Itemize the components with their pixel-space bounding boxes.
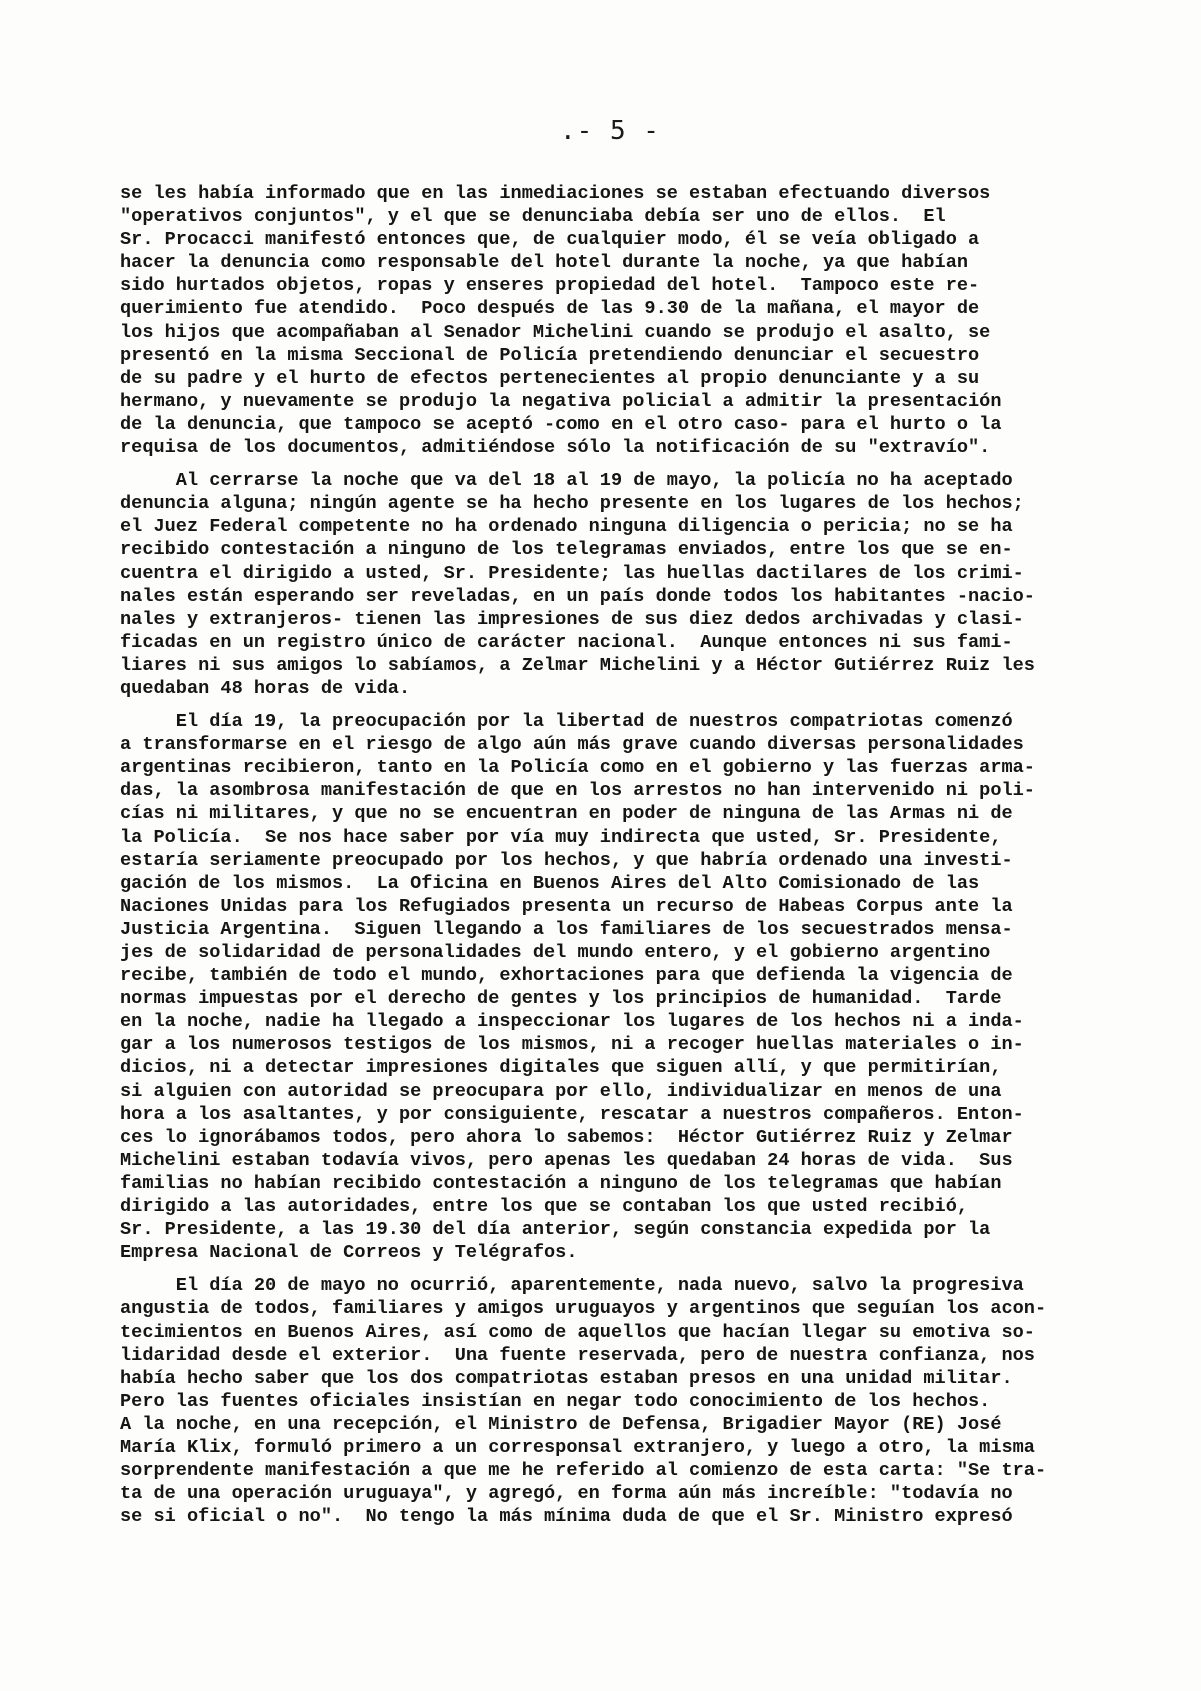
text-line: recibido contestación a ninguno de los telegramas enviados, entre los que se en- xyxy=(120,539,1013,561)
text-line: jes de solidaridad de personalidades del mundo entero, y el gobierno argentino xyxy=(120,942,991,963)
text-line: familias no habían recibido contestación a ninguno de los telegramas que habían xyxy=(120,1172,1002,1194)
text-line: gar a los numerosos testigos de los mismos, ni a recoger huellas materiales o in- xyxy=(120,1034,1024,1056)
text-line: Michelini estaban todavía vivos, pero apenas les quedaban 24 horas de vida. Sus xyxy=(120,1149,1013,1171)
text-line: en la noche, nadie ha llegado a inspeccionar los lugares de los hechos ni a inda- xyxy=(120,1011,1024,1033)
text-line: si alguien con autoridad se preocupara por ello, individualizar en menos de una xyxy=(120,1080,1002,1102)
text-line: dicios, ni a detectar impresiones digitales que siguen allí, y que permitirían, xyxy=(120,1057,1002,1079)
text-line: A la noche, en una recepción, el Ministro de Defensa, Brigadier Mayor (RE) José xyxy=(120,1413,1002,1435)
text-line: sorprendente manifestación a que me he referido al comienzo de esta carta: "Se tra- xyxy=(120,1460,1047,1482)
page-number: .- 5 - xyxy=(560,116,660,146)
text-line: presentó en la misma Seccional de Policía pretendiendo denunciar el secuestro xyxy=(120,344,980,366)
paragraph xyxy=(120,469,1140,700)
text-line: se les había informado que en las inmediaciones se estaban efectuando diversos xyxy=(120,183,991,204)
paragraph-gap xyxy=(120,1264,1140,1274)
text-line: Naciones Unidas para los Refugiados presenta un recurso de Habeas Corpus ante la xyxy=(120,895,1013,917)
text-line: El día 20 de mayo no ocurrió, aparentemente, nada nuevo, salvo la progresiva xyxy=(120,1275,1024,1297)
paragraph-gap xyxy=(120,700,1140,710)
paragraph-gap xyxy=(120,459,1140,469)
text-line: a transformarse en el riesgo de algo aún más grave cuando diversas personalidades xyxy=(120,734,1024,756)
text-line: liares ni sus amigos lo sabíamos, a Zelmar Michelini y a Héctor Gutiérrez Ruiz les xyxy=(120,654,1035,676)
text-line: requisa de los documentos, admitiéndose sólo la notificación de su "extravío". xyxy=(120,437,991,459)
text-line: sido hurtados objetos, ropas y enseres propiedad del hotel. Tampoco este re- xyxy=(120,275,980,297)
text-line: nales y extranjeros- tienen las impresiones de sus diez dedos archivadas y clasi- xyxy=(120,608,1024,630)
text-line: recibe, también de todo el mundo, exhortaciones para que defienda la vigencia de xyxy=(120,965,1013,987)
text-line: argentinas recibieron, tanto en la Policía como en el gobierno y las fuerzas arma- xyxy=(120,757,1035,779)
text-line: El día 19, la preocupación por la libertad de nuestros compatriotas comenzó xyxy=(120,711,1013,733)
text-line: la Policía. Se nos hace saber por vía muy indirecta que usted, Sr. Presidente, xyxy=(120,826,1002,848)
text-line: lidaridad desde el exterior. Una fuente reservada, pero de nuestra confianza, nos xyxy=(120,1344,1035,1366)
text-line: normas impuestas por el derecho de gentes y los principios de humanidad. Tarde xyxy=(120,988,1002,1010)
text-line: ficadas en un registro único de carácter nacional. Aunque entonces ni sus fami- xyxy=(120,631,1013,653)
letter-body xyxy=(120,182,1140,1528)
text-line: cías ni militares, y que no se encuentran en poder de ninguna de las Armas ni de xyxy=(120,803,1013,825)
text-line: denuncia alguna; ningún agente se ha hecho presente en los lugares de los hechos; xyxy=(120,493,1024,515)
text-line: Sr. Presidente, a las 19.30 del día anterior, según constancia expedida por la xyxy=(120,1219,991,1241)
text-line: había hecho saber que los dos compatriotas estaban presos en una unidad militar. xyxy=(120,1367,1013,1389)
text-line: das, la asombrosa manifestación de que en los arrestos no han intervenido ni poli- xyxy=(120,780,1035,802)
paragraph xyxy=(120,182,1140,459)
text-line: "operativos conjuntos", y el que se denunciaba debía ser uno de ellos. El xyxy=(120,206,946,228)
text-line: hermano, y nuevamente se produjo la negativa policial a admitir la presentación xyxy=(120,390,1002,412)
text-line: hacer la denuncia como responsable del hotel durante la noche, ya que habían xyxy=(120,252,969,274)
text-line: Pero las fuentes oficiales insistían en negar todo conocimiento de los hechos. xyxy=(120,1390,991,1412)
text-line: ta de una operación uruguaya", y agregó, en forma aún más increíble: "todavía no xyxy=(120,1483,1013,1505)
text-line: Al cerrarse la noche que va del 18 al 19 de mayo, la policía no ha aceptado xyxy=(120,470,1013,492)
text-line: nales están esperando ser reveladas, en un país donde todos los habitantes -nacio- xyxy=(120,585,1035,607)
text-line: quedaban 48 horas de vida. xyxy=(120,677,411,699)
text-line: estaría seriamente preocupado por los hechos, y que habría ordenado una investi- xyxy=(120,849,1013,871)
text-line: los hijos que acompañaban al Senador Michelini cuando se produjo el asalto, se xyxy=(120,321,991,343)
text-line: Justicia Argentina. Siguen llegando a los familiares de los secuestrados mensa- xyxy=(120,918,1013,940)
text-line: querimiento fue atendido. Poco después de las 9.30 de la mañana, el mayor de xyxy=(120,298,980,320)
text-line: hora a los asaltantes, y por consiguiente, rescatar a nuestros compañeros. Enton- xyxy=(120,1103,1024,1125)
text-line: el Juez Federal competente no ha ordenado ninguna diligencia o pericia; no se ha xyxy=(120,516,1013,538)
text-line: dirigido a las autoridades, entre los que se contaban los que usted recibió, xyxy=(120,1196,969,1218)
text-line: ces lo ignorábamos todos, pero ahora lo sabemos: Héctor Gutiérrez Ruiz y Zelmar xyxy=(120,1126,1013,1148)
text-line: de la denuncia, que tampoco se aceptó -como en el otro caso- para el hurto o la xyxy=(120,413,1002,435)
paragraph xyxy=(120,710,1140,1264)
text-line: María Klix, formuló primero a un corresponsal extranjero, y luego a otro, la misma xyxy=(120,1436,1035,1458)
text-line: Sr. Procacci manifestó entonces que, de cualquier modo, él se veía obligado a xyxy=(120,229,980,251)
text-line: de su padre y el hurto de efectos pertenecientes al propio denunciante y a su xyxy=(120,367,980,389)
text-line: cuentra el dirigido a usted, Sr. Presidente; las huellas dactilares de los crimi- xyxy=(120,562,1024,584)
text-line: Empresa Nacional de Correos y Telégrafos. xyxy=(120,1242,578,1264)
text-line: se si oficial o no". No tengo la más mínima duda de que el Sr. Ministro expresó xyxy=(120,1506,1013,1528)
text-line: tecimientos en Buenos Aires, así como de aquellos que hacían llegar su emotiva so- xyxy=(120,1321,1035,1343)
paragraph xyxy=(120,1274,1140,1528)
text-line: angustia de todos, familiares y amigos uruguayos y argentinos que seguían los acon- xyxy=(120,1298,1047,1320)
text-line: gación de los mismos. La Oficina en Buenos Aires del Alto Comisionado de las xyxy=(120,872,980,894)
